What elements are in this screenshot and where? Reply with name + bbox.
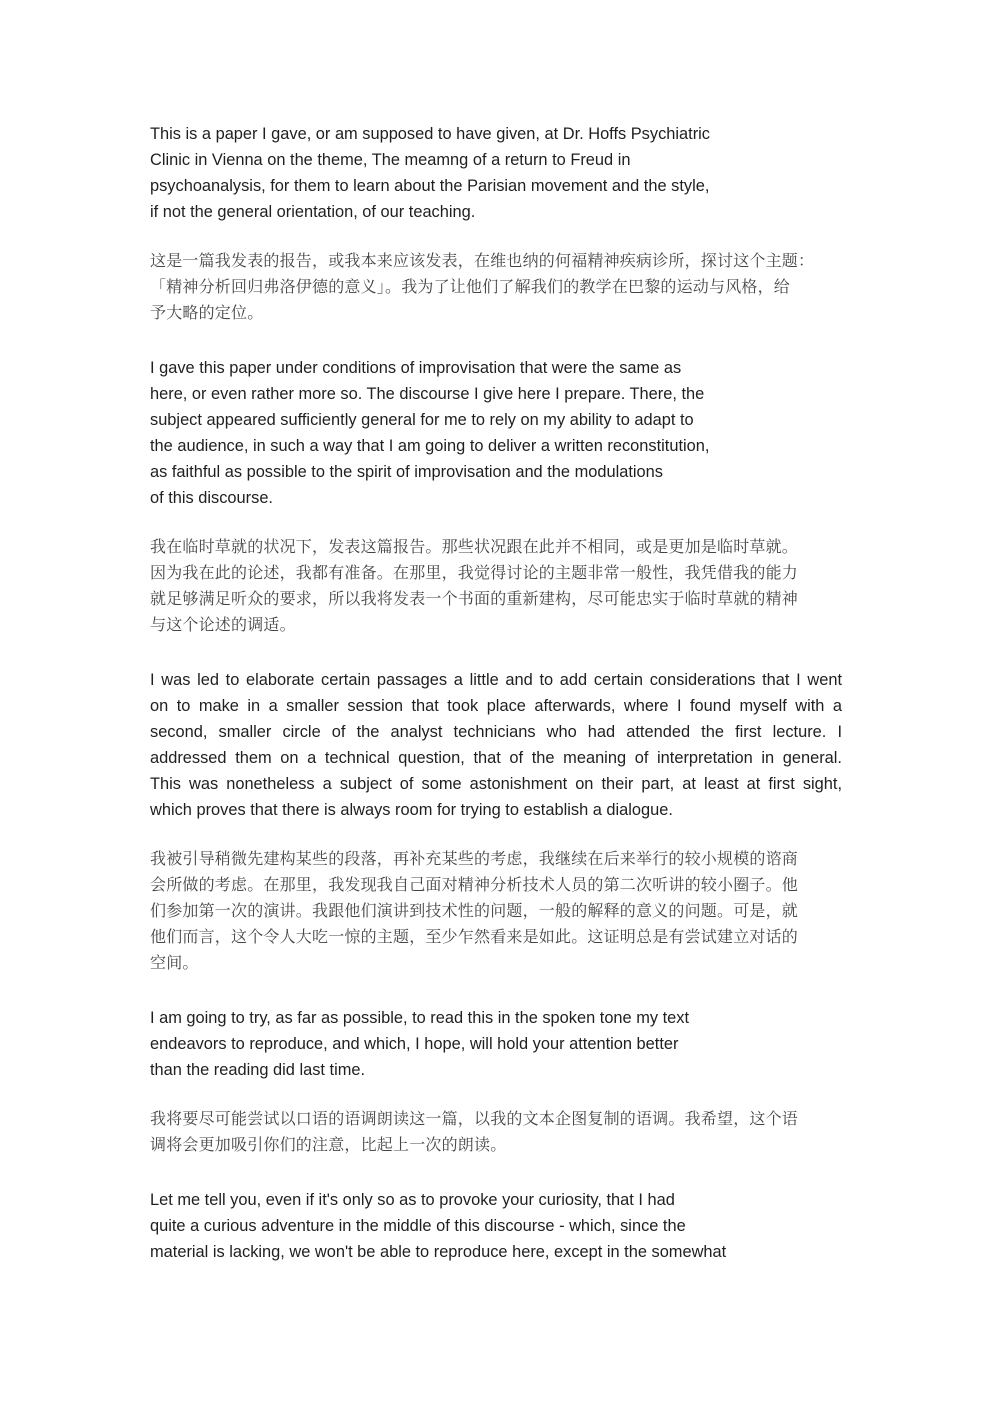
text-line: endeavors to reproduce, and which, I hope, will hold your attention better — [150, 1035, 679, 1053]
text-line: second, smaller circle of the analyst technicians who had attended the first lecture. I — [150, 723, 842, 741]
text-line: 我将要尽可能尝试以口语的语调朗读这一篇，以我的文本企图复制的语调。我希望，这个语 — [150, 1109, 799, 1128]
text-line: I am going to try, as far as possible, to read this in the spoken tone my text — [150, 1009, 690, 1027]
text-line: I gave this paper under conditions of improvisation that were the same as — [150, 359, 682, 377]
text-line: Let me tell you, even if it's only so as to provoke your curiosity, that I had — [150, 1191, 675, 1209]
text-line: than the reading did last time. — [150, 1061, 366, 1079]
text-line: here, or even rather more so. The discourse I give here I prepare. There, the — [150, 385, 705, 403]
text-line: 我在临时草就的状况下，发表这篇报告。那些状况跟在此并不相同，或是更加是临时草就。 — [150, 537, 799, 556]
text-line: quite a curious adventure in the middle of this discourse - which, since the — [150, 1217, 686, 1235]
text-line: as faithful as possible to the spirit of improvisation and the modulations — [150, 463, 663, 481]
text-line: 这是一篇我发表的报告，或我本来应该发表，在维也纳的何福精神疾病诊所，探讨这个主题： — [150, 251, 815, 270]
text-line: This was nonetheless a subject of some astonishment on their part, at least at first sight, — [150, 775, 842, 793]
english-paragraph — [150, 1005, 689, 1083]
chinese-paragraph — [150, 248, 842, 326]
text-line: 因为我在此的论述，我都有准备。在那里，我觉得讨论的主题非常一般性，我凭借我的能力 — [150, 563, 799, 582]
chinese-paragraph — [150, 846, 842, 976]
text-line: which proves that there is always room for trying to establish a dialogue. — [150, 801, 673, 819]
english-paragraph — [150, 667, 842, 823]
text-line: 「精神分析回归弗洛伊德的意义」。我为了让他们了解我们的教学在巴黎的运动与风格，给 — [150, 277, 791, 296]
text-line: the audience, in such a way that I am going to deliver a written reconstitution, — [150, 437, 710, 455]
english-paragraph — [150, 355, 709, 511]
chinese-paragraph — [150, 534, 842, 638]
text-line: 们参加第一次的演讲。我跟他们演讲到技术性的问题，一般的解释的意义的问题。可是，就 — [150, 901, 799, 920]
text-line: material is lacking, we won't be able to reproduce here, except in the somewhat — [150, 1243, 727, 1261]
text-line: This is a paper I gave, or am supposed to have given, at Dr. Hoffs Psychiatric — [150, 125, 710, 143]
text-line: psychoanalysis, for them to learn about the Parisian movement and the style, — [150, 177, 710, 195]
text-line: 空间。 — [150, 953, 199, 972]
text-line: Clinic in Vienna on the theme, The meamng of a return to Freud in — [150, 151, 631, 169]
chinese-paragraph — [150, 1106, 842, 1158]
english-paragraph — [150, 121, 710, 225]
text-line: 予大略的定位。 — [150, 303, 264, 322]
text-line: subject appeared sufficiently general for me to rely on my ability to adapt to — [150, 411, 694, 429]
text-line: 他们而言，这个令人大吃一惊的主题，至少乍然看来是如此。这证明总是有尝试建立对话的 — [150, 927, 799, 946]
text-line: 我被引导稍微先建构某些的段落，再补充某些的考虑，我继续在后来举行的较小规模的谘商 — [150, 849, 799, 868]
text-line: 与这个论述的调适。 — [150, 615, 296, 634]
text-line: 会所做的考虑。在那里，我发现我自己面对精神分析技术人员的第二次听讲的较小圈子。他 — [150, 875, 799, 894]
text-line: I was led to elaborate certain passages a little and to add certain considerations that I went — [150, 671, 842, 689]
text-line: if not the general orientation, of our teaching. — [150, 203, 476, 221]
english-paragraph — [150, 1187, 726, 1265]
text-line: on to make in a smaller session that took place afterwards, where I found myself with a — [150, 697, 842, 715]
text-line: 就足够满足听众的要求，所以我将发表一个书面的重新建构，尽可能忠实于临时草就的精神 — [150, 589, 799, 608]
text-line: of this discourse. — [150, 489, 273, 507]
text-line: addressed them on a technical question, that of the meaning of interpretation in general. — [150, 749, 842, 767]
text-line: 调将会更加吸引你们的注意，比起上一次的朗读。 — [150, 1135, 507, 1154]
